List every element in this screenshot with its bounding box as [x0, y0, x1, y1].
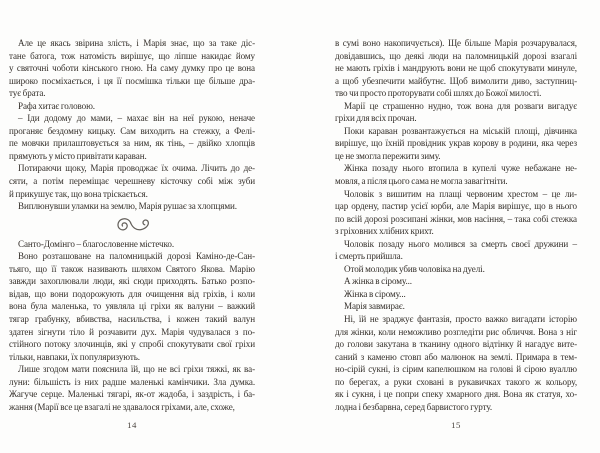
text-line: з гріховних хлібних крихт. [335, 226, 434, 237]
text-line: Але це якась звірина злість, і Марія знає, що за таке діс- [18, 38, 255, 48]
text-line: й прикушує так, що вона тріскається. [9, 188, 148, 199]
text-line: тягар грабунку, вбивства, насильства, і кожен такий валун [9, 314, 255, 325]
page-number-left: 14 [127, 420, 137, 430]
text-line: мовля, а після цього сама не могла завагітніти. [335, 176, 508, 187]
text-line: А жінка в сірому... [344, 276, 412, 287]
text-line: по берегах, а руки сховані в рукавичках такого ж кольору, [335, 376, 577, 387]
text-line: а щоб убезпечити майбутнє. Щоб вимолити диво, заступниц- [335, 75, 577, 86]
text-line: – Іди додому до мами, – махає він на неї рукою, неначе [18, 113, 255, 124]
text-line: завжди захоплювали люди, які сюди приходять. Батько розпо- [9, 276, 255, 287]
left-page [9, 37, 255, 437]
text-line: пе мовчки прилаштовується за ним, як тінь, – двійко хлопців [9, 138, 255, 149]
text-line: луни: більшість із них радше маленькі камінчики. Зла думка. [9, 376, 255, 387]
text-line: у святочні чоботи кінського гною. На саму думку про це вона [9, 63, 255, 74]
text-line: як і сукня, і це попри спеку хмарного дня. Вона як статуя, хо- [335, 389, 577, 400]
right-page [335, 37, 577, 437]
text-line: в сумі воно накопичується). Ще більше Марія розчарувалася, [335, 38, 577, 48]
text-line: не мають гріхів і мандрують вони не щоб спокутувати минуле, [335, 63, 577, 74]
text-line: здатен зігнути тіло й розчавити дух. Марія чудувалася з по- [9, 326, 255, 337]
text-line: тьяго, що її також називають шляхом Святого Якова. Марію [9, 263, 255, 274]
text-line: но-сірій сукні, із сірим капелюшком на голові й сірою вуаллю [335, 364, 577, 375]
text-line: Отой молодик убив чоловіка на дуелі. [344, 263, 485, 274]
text-line: Чоловік з вишитим на плащі червоним хрестом – це ли- [344, 188, 577, 199]
text-line: по всій дорозі розсипані жінки, мов насіння, – така собі стежка [335, 213, 577, 224]
text-line: до голови закутана в тканину одного відтінку й нагадує вите- [335, 339, 577, 350]
text-line: саний з каменю стовп або малюнок на землі. Примара в тем- [335, 351, 577, 362]
left-page-text [9, 37, 255, 413]
text-line: стійного потоку злочинців, які у спробі спокутувати свої гріхи [9, 339, 255, 350]
text-line: це не змогла пережити зиму. [335, 150, 441, 161]
swirl-flourish-icon [110, 215, 154, 235]
text-line: тане батога, тож натомість вирішує, що ліпше накидає йому [9, 50, 255, 61]
text-line: Жінка в сірому... [344, 288, 406, 299]
text-line: Виплюнувши уламки на землю, Марія рушає за хлопцями. [18, 201, 237, 212]
text-line: Марії це страшенно нудно, тож вона для розваги вигадує [344, 100, 577, 111]
text-line: тво чи просто проторувати собі шлях до Божої милості. [335, 88, 542, 99]
text-line: і смерть прийшла. [335, 251, 403, 262]
text-line: Лише згодом мати пояснила їй, що не всі гріхи тяжкі, як ва- [18, 364, 255, 375]
page-number-right: 15 [451, 420, 461, 430]
text-line: довідавшись, що деякі люди на паломницькій дорозі взагалі [335, 50, 577, 61]
text-line: Потираючи щоку, Марія проводжає їх очима. Лічить до де- [18, 163, 255, 174]
text-line: для жінки, коли неможливо розгледіти рис обличчя. Вона з ніг [335, 326, 577, 337]
text-line: сяти, а потім переміщає черешневу кісточку собі між зуби [9, 176, 255, 187]
text-line: проганяє бездомну кицьку. Сам виходить на стежку, а Фелі- [9, 125, 255, 136]
text-line: лодна і безбарвна, серед барвистого гурту. [335, 401, 493, 412]
text-line: Воно розташоване на паломницькій дорозі Каміно-де-Сан- [18, 251, 255, 262]
text-line: Жінка позаду нього втопила в купелі чуже небажане не- [344, 163, 577, 174]
text-line: прямують у місто привітати караван. [9, 150, 147, 161]
text-line: Марія завмирає. [344, 301, 405, 312]
text-line: вона була маленька, то уявляла ці гріхи як валуни – важкий [9, 301, 255, 312]
text-line: Ні, їй не зраджує фантазія, просто важко вигадати історію [344, 314, 577, 325]
right-page-text [335, 37, 577, 413]
text-line: тільки, навпаки, їх популяризують. [9, 351, 140, 362]
text-line: гріхи для всіх прочан. [335, 113, 417, 124]
text-line: вирішує, що їхній провідник украв корову в родини, яка через [335, 138, 577, 149]
text-line: Жагуче серце. Маленькі тягарі, як-от жадоба, і заздрість, і ба- [9, 389, 255, 400]
text-line: відав, що вони подорожують для очищення від гріхів, і коли [9, 288, 255, 299]
text-line: Поки караван розвантажується на міській площі, дівчинка [344, 125, 577, 136]
text-line: Рафа хитає головою. [18, 100, 95, 111]
section-divider-ornament [9, 213, 255, 238]
text-line: цар ордену, пастир усієї юрби, але Марія вирішує, що в нього [335, 201, 577, 212]
text-line: Санто-Домінго – благословенне містечко. [18, 238, 175, 249]
text-line: Чоловік позаду нього молився за смерть своєї дружини – [344, 238, 577, 249]
text-line: жання (Марії все це взагалі не здавалося гріхами, але, схоже, [9, 401, 235, 412]
text-line: широко посміхається, і ця її посмішка тільки ще більше дра- [9, 75, 255, 86]
text-line: тує брата. [9, 88, 46, 99]
